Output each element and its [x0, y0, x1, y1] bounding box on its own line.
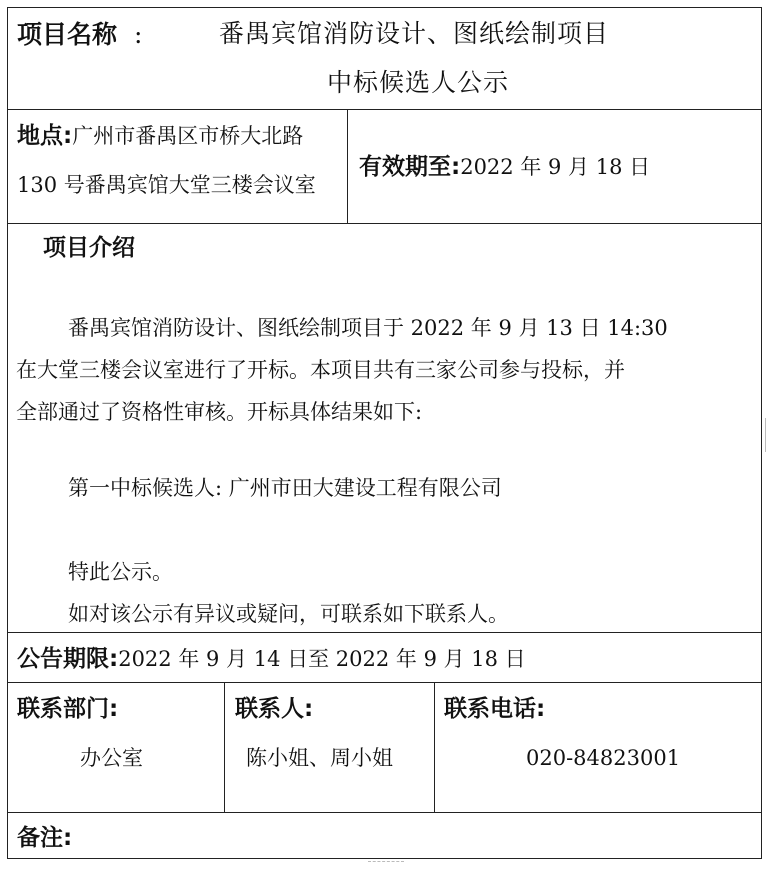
divider-location-bottom [8, 223, 761, 224]
phone-label: 联系电话: [444, 696, 546, 722]
divider-contact-2 [434, 682, 435, 812]
project-name-label: 项目名称 [17, 20, 118, 49]
project-title-line1: 番禺宾馆消防设计、图纸绘制项目 [219, 19, 610, 48]
divider-header [8, 109, 761, 110]
intro-para-line1: 番禺宾馆消防设计、图纸绘制项目于 2022 年 9 月 13 日 14:30 [68, 316, 668, 340]
validity-value: 2022 年 9 月 18 日 [460, 155, 651, 179]
dept-value: 办公室 [80, 746, 143, 770]
location-line2: 130 号番禺宾馆大堂三楼会议室 [17, 173, 316, 197]
divider-contact-1 [224, 682, 225, 812]
intro-para-line2: 在大堂三楼会议室进行了开标。本项目共有三家公司参与投标，并 [16, 358, 625, 382]
page-footer-marker [368, 861, 404, 868]
period-value: 2022 年 9 月 14 日至 2022 年 9 月 18 日 [118, 647, 526, 671]
contact-note: 如对该公示有异议或疑问，可联系如下联系人。 [68, 602, 509, 626]
divider-intro-bottom [8, 632, 761, 633]
page-edge-marker [765, 418, 772, 452]
location-line1: 广州市番禺区市桥大北路 [72, 124, 304, 148]
remarks-label: 备注: [17, 825, 73, 851]
notice-line: 特此公示。 [68, 560, 173, 584]
divider-contacts-bottom [8, 812, 761, 813]
person-label: 联系人: [235, 696, 314, 722]
project-name-colon: : [134, 20, 143, 49]
period-wrap [17, 648, 526, 671]
dept-label: 联系部门: [17, 696, 119, 722]
period-label: 公告期限: [17, 646, 119, 672]
project-title-line2: 中标候选人公示 [327, 68, 510, 97]
validity-label: 有效期至: [359, 154, 461, 180]
person-value: 陈小姐、周小姐 [246, 746, 393, 770]
intro-heading: 项目介绍 [43, 235, 135, 261]
location-label-wrap [17, 125, 303, 148]
divider-location [347, 109, 348, 223]
location-label: 地点: [17, 123, 73, 149]
divider-period-bottom [8, 682, 761, 683]
intro-para-line3: 全部通过了资格性审核。开标具体结果如下: [16, 400, 423, 424]
validity-wrap [359, 156, 650, 179]
notice-table [7, 7, 762, 859]
first-candidate: 第一中标候选人: 广州市田大建设工程有限公司 [68, 476, 502, 500]
phone-value: 020-84823001 [526, 746, 681, 770]
